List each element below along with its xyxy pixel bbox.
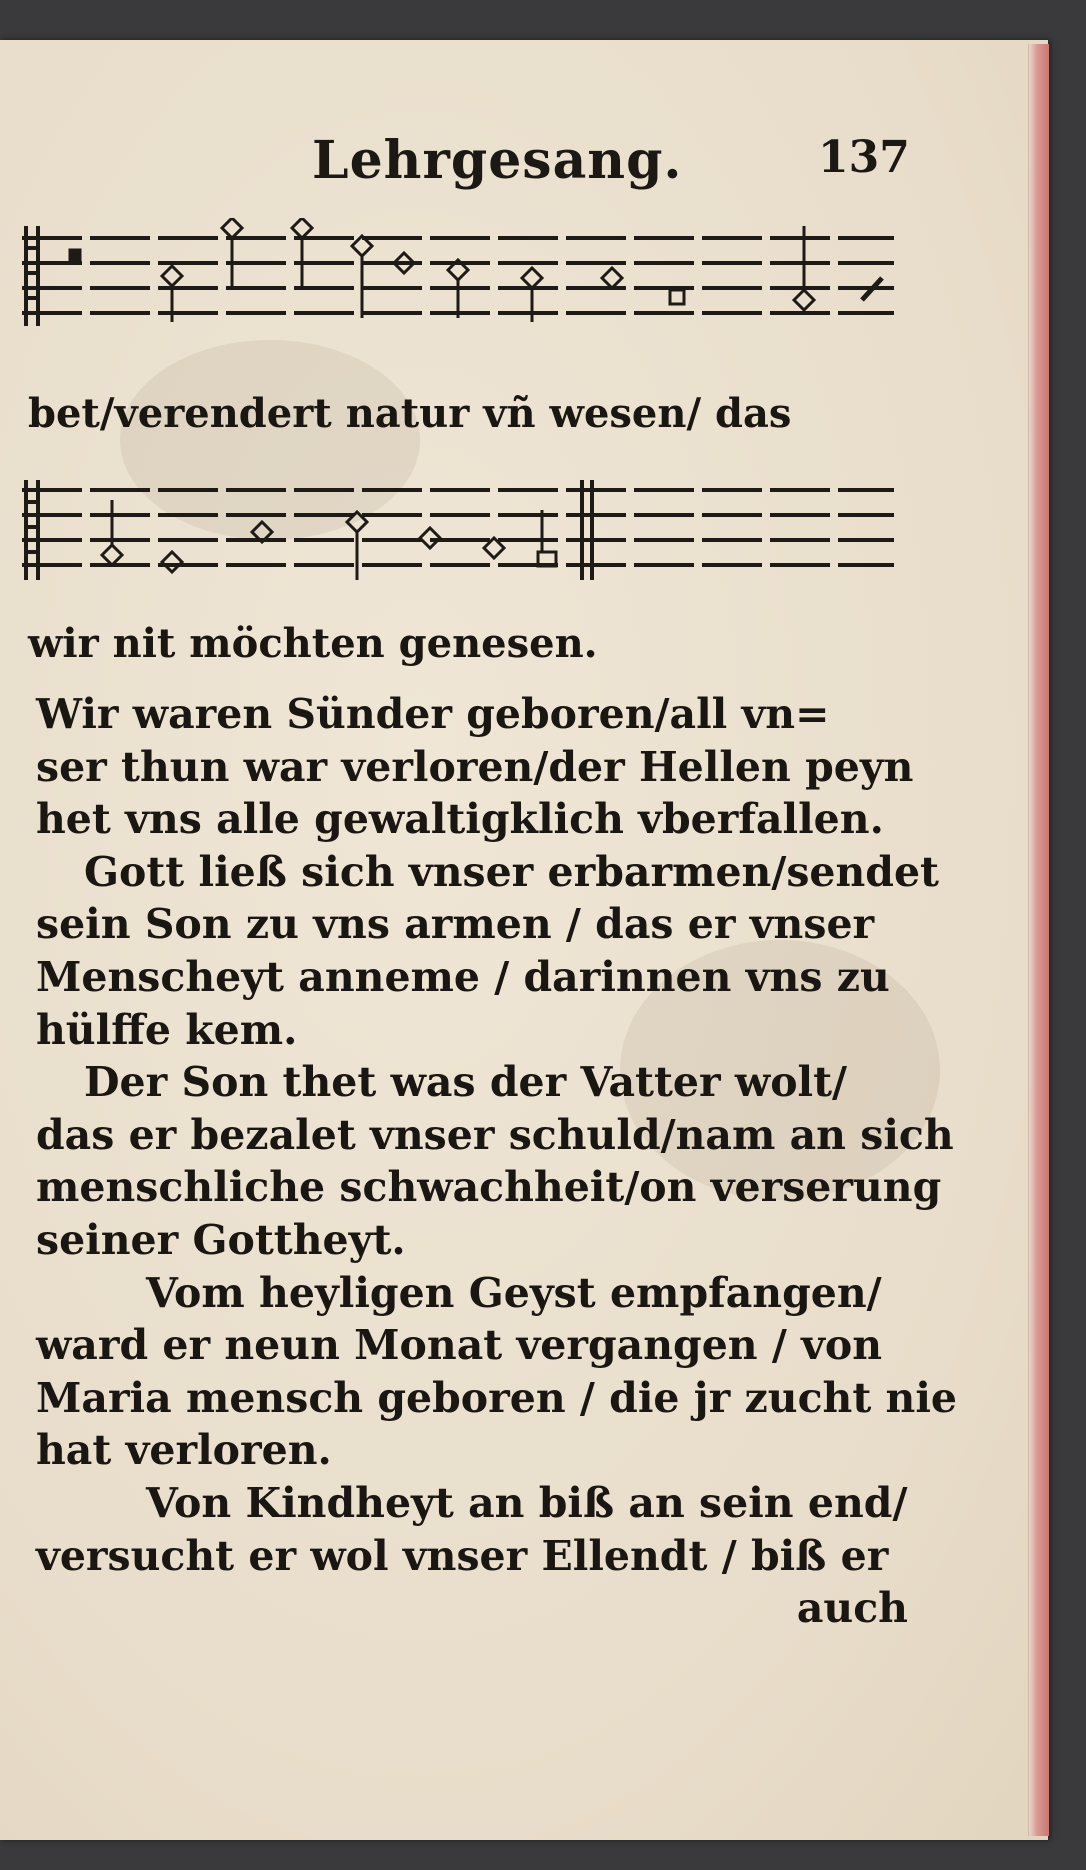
verse-line: hülffe kem. (36, 1005, 298, 1054)
verse-line: das er bezalet vnser schuld/nam an sich (36, 1110, 954, 1159)
verse-line: het vns alle gewaltigklich vberfallen. (36, 795, 884, 844)
verse-line: Der Son thet was der Vatter wolt/ (84, 1058, 848, 1107)
lyric-line-2: wir nit möchten genesen. (28, 620, 598, 667)
verse-line: ward er neun Monat vergangen / von (36, 1321, 883, 1370)
note-breve (70, 250, 80, 260)
verse-line: Menscheyt anneme / darinnen vns zu (36, 952, 890, 1001)
note-breve (670, 290, 684, 304)
note-minim (162, 266, 182, 286)
lyric-line-1: bet/verendert natur vñ wesen/ das (28, 390, 792, 437)
music-staff-2 (22, 480, 894, 600)
running-title: Lehrgesang. (312, 130, 683, 191)
note-minim (522, 268, 542, 288)
music-staff-1 (22, 218, 894, 338)
page-number: 137 (818, 132, 910, 183)
verse-line: Maria mensch geboren / die jr zucht nie (36, 1373, 958, 1422)
note-minim (794, 290, 814, 310)
verse-line: Von Kindheyt an biß an sein end/ (146, 1478, 908, 1527)
verse-line: sein Son zu vns armen / das er vnser (36, 900, 875, 949)
verse-text-block (36, 688, 958, 1635)
note-minim (162, 552, 182, 572)
page-edge-red (1028, 44, 1049, 1836)
verse-line: menschliche schwachheit/on verserung (36, 1163, 942, 1212)
catchword: auch (796, 1584, 908, 1633)
verse-line: Wir waren Sünder geboren/all vn= (36, 690, 830, 738)
note-minim (102, 545, 122, 565)
verse-line: hat verloren. (36, 1426, 332, 1475)
notes-group (70, 218, 882, 322)
page-header (0, 130, 1048, 200)
note-minim (222, 218, 242, 238)
verse-line: Vom heyligen Geyst empfangen/ (146, 1268, 882, 1317)
verse-line: Gott ließ sich vnser erbarmen/sendet (84, 847, 939, 896)
verse-line: ser thun war verloren/der Hellen peyn (36, 742, 914, 791)
verse-line: seiner Gottheyt. (36, 1215, 406, 1264)
note-minim (602, 268, 622, 288)
verse-line: versucht er wol vnser Ellendt / biß er (36, 1531, 889, 1580)
note-minim (292, 218, 312, 238)
